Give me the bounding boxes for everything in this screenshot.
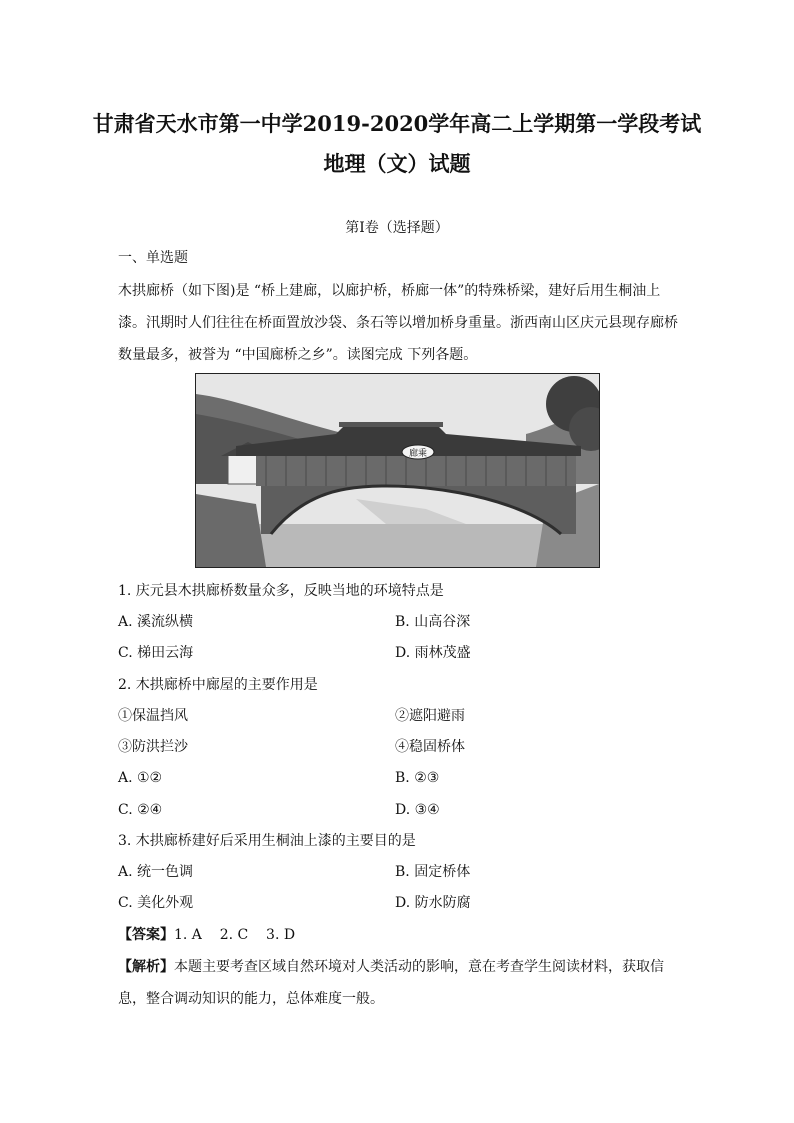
question-1-stem: 1. 庆元县木拱廊桥数量众多，反映当地的环境特点是 (118, 583, 444, 599)
question-2-item-3: ③防洪拦沙 (118, 739, 188, 755)
question-2-option-c: C. ②④ (118, 802, 163, 818)
answer-text: 1. A 2. C 3. D (174, 927, 296, 943)
question-1-option-a: A. 溪流纵横 (118, 614, 194, 630)
bridge-photo (195, 373, 600, 568)
answer-label: 【答案】 (118, 927, 174, 943)
question-3-option-b: B. 固定桥体 (395, 864, 471, 880)
passage-text: 木拱廊桥（如下图)是 “桥上建廊，以廊护桥，桥廊一体”的特殊桥梁，建好后用生桐油上漆。汛期时人们往往在桥面置放沙袋、条石等以增加桥身重量。浙西南山区庆元县现存廊桥数量最多，被誉为 “中国廊桥之乡”。读图完成 下列各题。 (118, 283, 678, 363)
question-2-option-d: D. ③④ (395, 802, 440, 818)
question-2-item-2: ②遮阳避雨 (395, 708, 465, 724)
analysis-block (118, 951, 678, 1015)
analysis-label: 【解析】 (118, 959, 174, 975)
question-1-option-b: B. 山高谷深 (395, 614, 471, 630)
bridge-sign: 廊乘 (408, 449, 428, 459)
question-3-stem: 3. 木拱廊桥建好后采用生桐油上漆的主要目的是 (118, 833, 416, 849)
question-2-item-1: ①保温挡风 (118, 708, 188, 724)
page-title: 甘肃省天水市第一中学2019-2020学年高二上学期第一学段考试 (92, 111, 702, 136)
answer-block (118, 925, 295, 945)
page-subtitle: 地理（文）试题 (323, 151, 471, 176)
section-type: 一、单选题 (118, 250, 188, 266)
section-part: 第I卷（选择题） (345, 220, 449, 236)
analysis-text: 本题主要考查区域自然环境对人类活动的影响，意在考查学生阅读材料，获取信息，整合调动知识的能力，总体难度一般。 (118, 959, 664, 1007)
question-1-option-c: C. 梯田云海 (118, 645, 194, 661)
question-2-option-b: B. ②③ (395, 770, 440, 786)
question-2-stem: 2. 木拱廊桥中廊屋的主要作用是 (118, 677, 318, 693)
question-3-option-d: D. 防水防腐 (395, 895, 471, 911)
question-2-option-a: A. ①② (118, 770, 163, 786)
question-1-option-d: D. 雨林茂盛 (395, 645, 471, 661)
question-3-option-c: C. 美化外观 (118, 895, 194, 911)
question-2-item-4: ④稳固桥体 (395, 739, 465, 755)
question-3-option-a: A. 统一色调 (118, 864, 194, 880)
